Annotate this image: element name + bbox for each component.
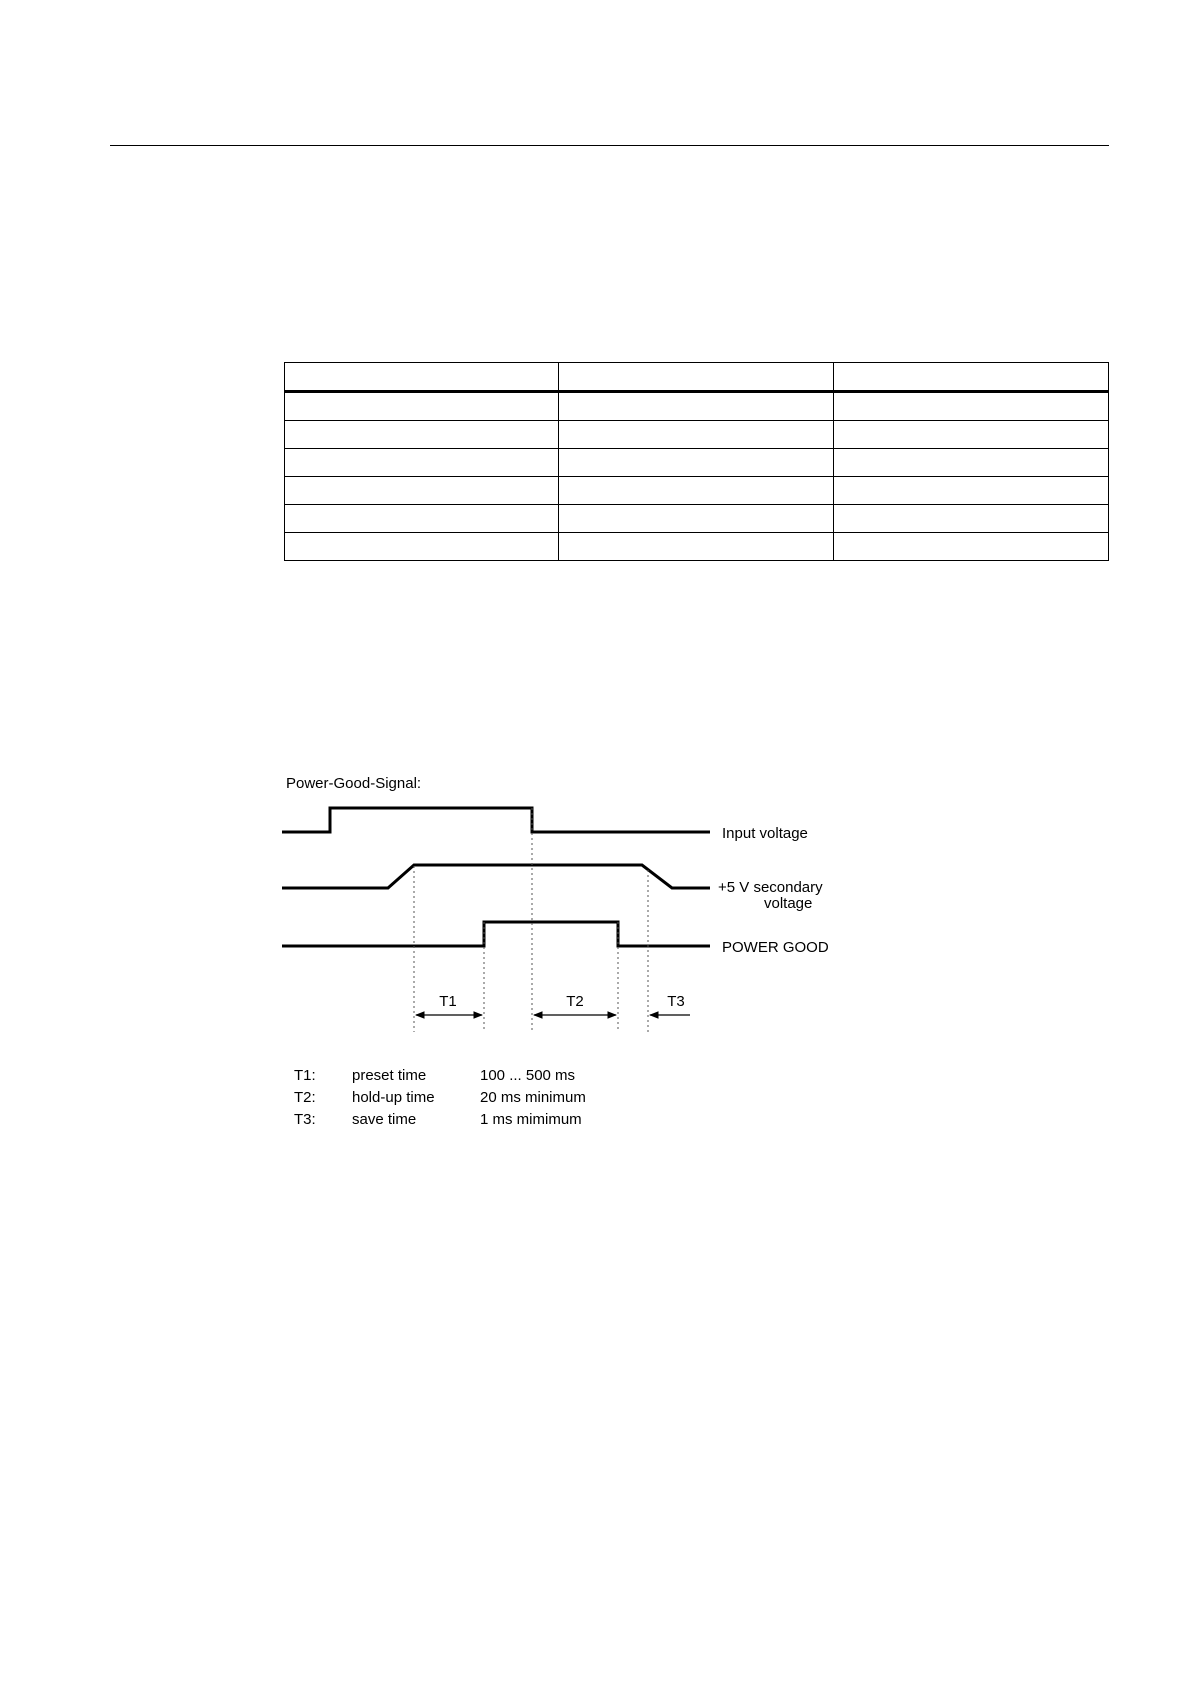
table-row — [285, 505, 1109, 533]
table-cell — [559, 449, 833, 477]
table-cell — [833, 477, 1108, 505]
table-row — [285, 392, 1109, 421]
timing-legend — [294, 1067, 586, 1128]
t2-label: T2 — [566, 993, 584, 1010]
table-cell — [833, 392, 1108, 421]
table-row — [285, 533, 1109, 561]
input-voltage-waveform — [282, 808, 710, 832]
table-cell — [559, 505, 833, 533]
table-row — [285, 477, 1109, 505]
table-cell — [833, 363, 1108, 392]
table-row — [285, 421, 1109, 449]
diagram-title: Power-Good-Signal: — [286, 775, 422, 792]
legend-value: 100 ... 500 ms — [480, 1067, 576, 1084]
table-cell — [285, 449, 559, 477]
table-cell — [833, 505, 1108, 533]
table-cell — [285, 363, 559, 392]
table-cell — [833, 533, 1108, 561]
legend-name: preset time — [352, 1067, 427, 1084]
header-rule — [110, 145, 1109, 146]
table-cell — [833, 421, 1108, 449]
power-good-timing-diagram — [270, 770, 850, 1150]
secondary-voltage-waveform — [282, 865, 710, 888]
table-cell — [285, 477, 559, 505]
table-cell — [833, 449, 1108, 477]
table-cell — [559, 477, 833, 505]
table-cell — [285, 505, 559, 533]
table-cell — [285, 421, 559, 449]
input-voltage-label: Input voltage — [722, 825, 808, 842]
table-cell — [559, 421, 833, 449]
legend-name: hold-up time — [352, 1089, 435, 1106]
table-cell — [285, 533, 559, 561]
table-header-row — [285, 363, 1109, 392]
legend-key: T2: — [294, 1089, 316, 1106]
legend-key: T3: — [294, 1111, 316, 1128]
table-cell — [559, 363, 833, 392]
secondary-voltage-label-line1: +5 V secondary — [718, 879, 823, 896]
table-cell — [285, 392, 559, 421]
legend-key: T1: — [294, 1067, 316, 1084]
power-good-waveform — [282, 922, 710, 946]
secondary-voltage-label-line2: voltage — [764, 895, 813, 912]
specification-table — [284, 362, 1109, 561]
legend-name: save time — [352, 1111, 417, 1128]
table-row — [285, 449, 1109, 477]
legend-value: 20 ms minimum — [480, 1089, 586, 1106]
legend-value: 1 ms mimimum — [480, 1111, 582, 1128]
t1-label: T1 — [439, 993, 457, 1010]
table-cell — [559, 392, 833, 421]
table-cell — [559, 533, 833, 561]
t3-label: T3 — [667, 993, 685, 1010]
power-good-label: POWER GOOD — [722, 939, 829, 956]
